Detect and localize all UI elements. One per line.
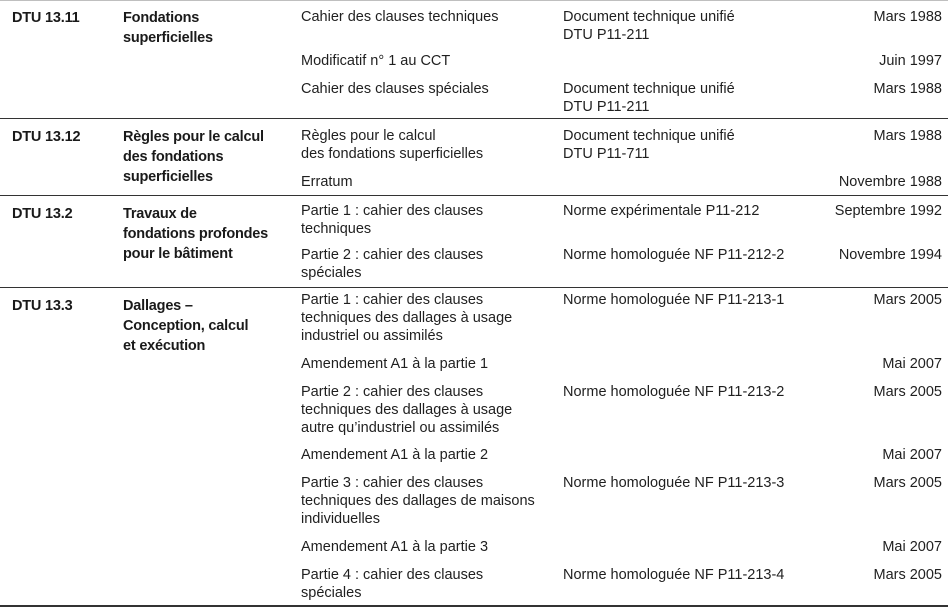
- document-title-line: techniques des dallages à usage: [301, 402, 513, 418]
- dtu-title-line: superficielles: [123, 30, 213, 46]
- document-reference: [563, 291, 813, 309]
- dtu-title: [123, 296, 293, 356]
- document-reference-line: DTU P11-211: [563, 99, 650, 115]
- document-title: [301, 474, 556, 528]
- publication-date: Mars 2005: [873, 292, 942, 308]
- document-title-line: Partie 2 : cahier des clauses: [301, 247, 484, 263]
- document-reference-line: Norme expérimentale P11-212: [563, 203, 760, 219]
- dtu-title: [123, 204, 293, 264]
- dtu-title-line: fondations profondes: [123, 226, 269, 242]
- document-title: [301, 80, 556, 98]
- document-title-line: Amendement A1 à la partie 2: [301, 447, 489, 463]
- document-title: [301, 8, 556, 26]
- document-title-line: techniques des dallages de maisons: [301, 493, 535, 509]
- publication-date: Novembre 1994: [838, 247, 942, 263]
- document-title-line: spéciales: [301, 265, 362, 281]
- dtu-code: DTU 13.2: [12, 206, 73, 222]
- table-group: [0, 119, 948, 196]
- publication-date: Mars 1988: [873, 9, 942, 25]
- document-title-line: Partie 1 : cahier des clauses: [301, 203, 484, 219]
- document-reference: [563, 383, 813, 401]
- dtu-title-line: Règles pour le calcul: [123, 129, 264, 145]
- document-reference-line: Norme homologuée NF P11-213-4: [563, 567, 785, 583]
- dtu-code: DTU 13.12: [12, 129, 81, 145]
- document-reference-line: Document technique unifié: [563, 9, 735, 25]
- publication-date: Mars 2005: [873, 384, 942, 400]
- document-title-line: Cahier des clauses techniques: [301, 9, 499, 25]
- document-title-line: individuelles: [301, 511, 380, 527]
- publication-date: Mars 2005: [873, 475, 942, 491]
- document-title: [301, 52, 556, 70]
- document-title-line: Partie 2 : cahier des clauses: [301, 384, 484, 400]
- dtu-title-line: Fondations: [123, 10, 200, 26]
- document-title-line: Amendement A1 à la partie 3: [301, 539, 489, 555]
- publication-date: Mai 2007: [882, 447, 942, 463]
- dtu-title: [123, 8, 293, 48]
- document-title-line: industriel ou assimilés: [301, 328, 443, 344]
- dtu-title-line: des fondations: [123, 149, 224, 165]
- document-title-line: techniques: [301, 221, 372, 237]
- publication-date: Mars 2005: [873, 567, 942, 583]
- document-title: [301, 446, 556, 464]
- document-reference: [563, 127, 813, 163]
- document-title-line: Partie 1 : cahier des clauses: [301, 292, 484, 308]
- document-title-line: Amendement A1 à la partie 1: [301, 356, 489, 372]
- document-reference-line: Norme homologuée NF P11-213-2: [563, 384, 785, 400]
- dtu-code: DTU 13.3: [12, 298, 73, 314]
- document-title: [301, 355, 556, 373]
- document-title: [301, 246, 556, 282]
- document-title-line: Modificatif n° 1 au CCT: [301, 53, 451, 69]
- publication-date: Juin 1997: [879, 53, 942, 69]
- document-reference-line: Norme homologuée NF P11-213-3: [563, 475, 785, 491]
- publication-date: Mars 1988: [873, 128, 942, 144]
- publication-date: Mai 2007: [882, 356, 942, 372]
- dtu-title-line: Dallages –: [123, 298, 193, 314]
- document-reference: [563, 80, 813, 116]
- publication-date: Mai 2007: [882, 539, 942, 555]
- publication-date: Mars 1988: [873, 81, 942, 97]
- document-title-line: Cahier des clauses spéciales: [301, 81, 489, 97]
- document-title-line: des fondations superficielles: [301, 146, 484, 162]
- publication-date: Septembre 1992: [834, 203, 942, 219]
- document-title-line: autre qu’industriel ou assimilés: [301, 420, 500, 436]
- document-reference-line: DTU P11-711: [563, 146, 650, 162]
- dtu-title-line: Conception, calcul: [123, 318, 249, 334]
- dtu-title-line: Travaux de: [123, 206, 197, 222]
- dtu-title-line: superficielles: [123, 169, 213, 185]
- document-reference-line: Document technique unifié: [563, 81, 735, 97]
- document-reference: [563, 566, 813, 584]
- document-reference: [563, 246, 813, 264]
- dtu-title: [123, 127, 293, 187]
- document-reference-line: Norme homologuée NF P11-213-1: [563, 292, 785, 308]
- document-reference-line: DTU P11-211: [563, 27, 650, 43]
- document-title: [301, 291, 556, 345]
- document-title: [301, 566, 556, 602]
- document-reference: [563, 474, 813, 492]
- document-title-line: Erratum: [301, 174, 353, 190]
- document-title: [301, 127, 556, 163]
- dtu-title-line: pour le bâtiment: [123, 246, 233, 262]
- dtu-code: DTU 13.11: [12, 10, 80, 26]
- document-title-line: techniques des dallages à usage: [301, 310, 513, 326]
- document-title-line: Règles pour le calcul: [301, 128, 436, 144]
- document-title-line: Partie 3 : cahier des clauses: [301, 475, 484, 491]
- table-group: [0, 0, 948, 119]
- document-title: [301, 173, 556, 191]
- document-title-line: Partie 4 : cahier des clauses: [301, 567, 484, 583]
- dtu-title-line: et exécution: [123, 338, 206, 354]
- document-reference-line: Norme homologuée NF P11-212-2: [563, 247, 785, 263]
- table-group: [0, 288, 948, 606]
- document-title: [301, 202, 556, 238]
- document-title: [301, 383, 556, 437]
- document-reference: [563, 202, 813, 220]
- table-bottom-border: [0, 605, 948, 607]
- table-group: [0, 196, 948, 288]
- document-reference-line: Document technique unifié: [563, 128, 735, 144]
- publication-date: Novembre 1988: [838, 174, 942, 190]
- document-title: [301, 538, 556, 556]
- document-reference: [563, 8, 813, 44]
- document-title-line: spéciales: [301, 585, 362, 601]
